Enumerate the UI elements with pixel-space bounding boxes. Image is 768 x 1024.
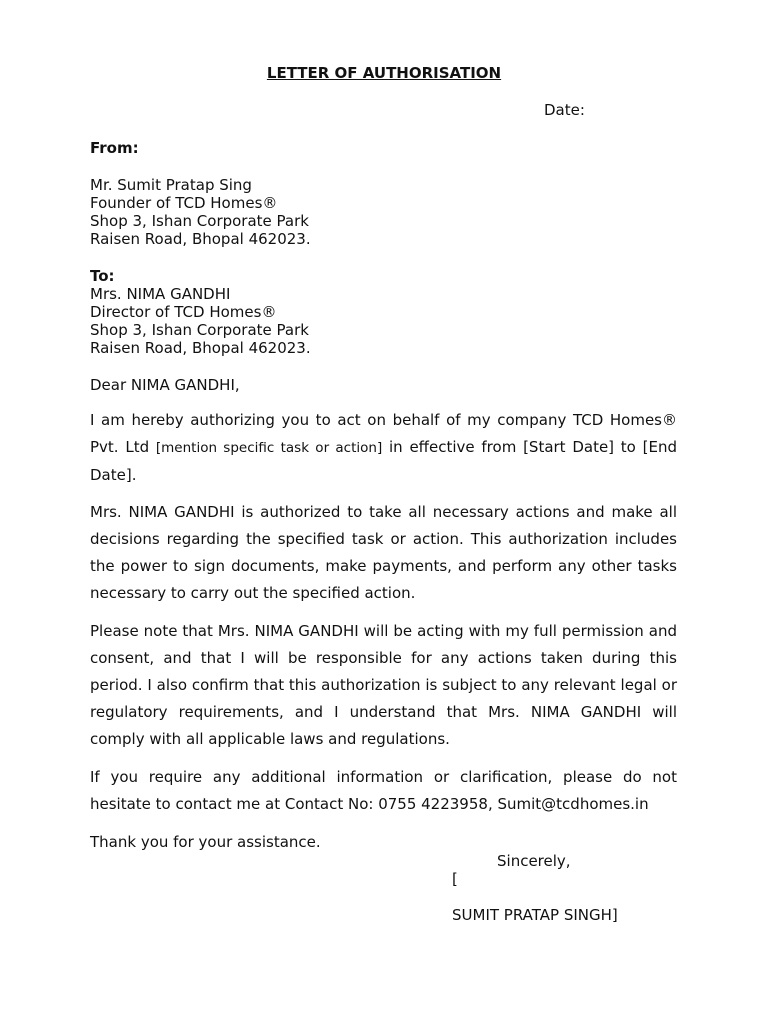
to-line: Shop 3, Ishan Corporate Park xyxy=(90,321,309,339)
to-line: Director of TCD Homes® xyxy=(90,303,277,321)
letter-title: LETTER OF AUTHORISATION xyxy=(266,64,502,82)
signatory-name: SUMIT PRATAP SINGH] xyxy=(452,906,618,924)
task-placeholder: [mention specific task or action] xyxy=(155,440,383,456)
bracket-open: [ xyxy=(452,870,458,888)
from-line: Founder of TCD Homes® xyxy=(90,194,278,212)
to-label: To: xyxy=(90,267,115,285)
closing: Sincerely, xyxy=(497,852,571,870)
paragraph-2: Mrs. NIMA GANDHI is authorized to take all necessary actions and make all decisions regarding the specified task or action. This authorization includes the power to sign documents, make payments, and perform any other tasks necessary to carry out the specified action. xyxy=(90,503,677,602)
para1-text: I am hereby authorizing you to act on behalf of my company TCD Homes® Pvt. Ltd xyxy=(90,411,677,456)
salutation: Dear NIMA GANDHI, xyxy=(90,376,240,394)
paragraph-4: If you require any additional information or clarification, please do not hesitate to contact me at Contact No: 0755 4223958, Sumit@tcdhomes.in xyxy=(90,768,677,813)
from-label: From: xyxy=(90,139,139,157)
from-address xyxy=(90,176,311,248)
to-block xyxy=(90,267,311,357)
paragraph-3: Please note that Mrs. NIMA GANDHI will be acting with my full permission and consent, and that I will be responsible for any actions taken during this period. I also confirm that this authorization is subject to any relevant legal or regulatory requirements, and I understand that Mrs. NIMA GANDHI will comply with all applicable laws and regulations. xyxy=(90,622,677,748)
from-line: Mr. Sumit Pratap Sing xyxy=(90,176,252,194)
date-label: Date: xyxy=(544,101,585,119)
to-line: Raisen Road, Bhopal 462023. xyxy=(90,339,311,357)
thanks-line: Thank you for your assistance. xyxy=(90,833,321,851)
para1-dates: in effective from [Start Date] to [End Date]. xyxy=(90,438,677,484)
to-line: Mrs. NIMA GANDHI xyxy=(90,285,231,303)
from-line: Shop 3, Ishan Corporate Park xyxy=(90,212,309,230)
from-block xyxy=(90,139,139,157)
from-line: Raisen Road, Bhopal 462023. xyxy=(90,230,311,248)
paragraph-1 xyxy=(90,407,677,489)
